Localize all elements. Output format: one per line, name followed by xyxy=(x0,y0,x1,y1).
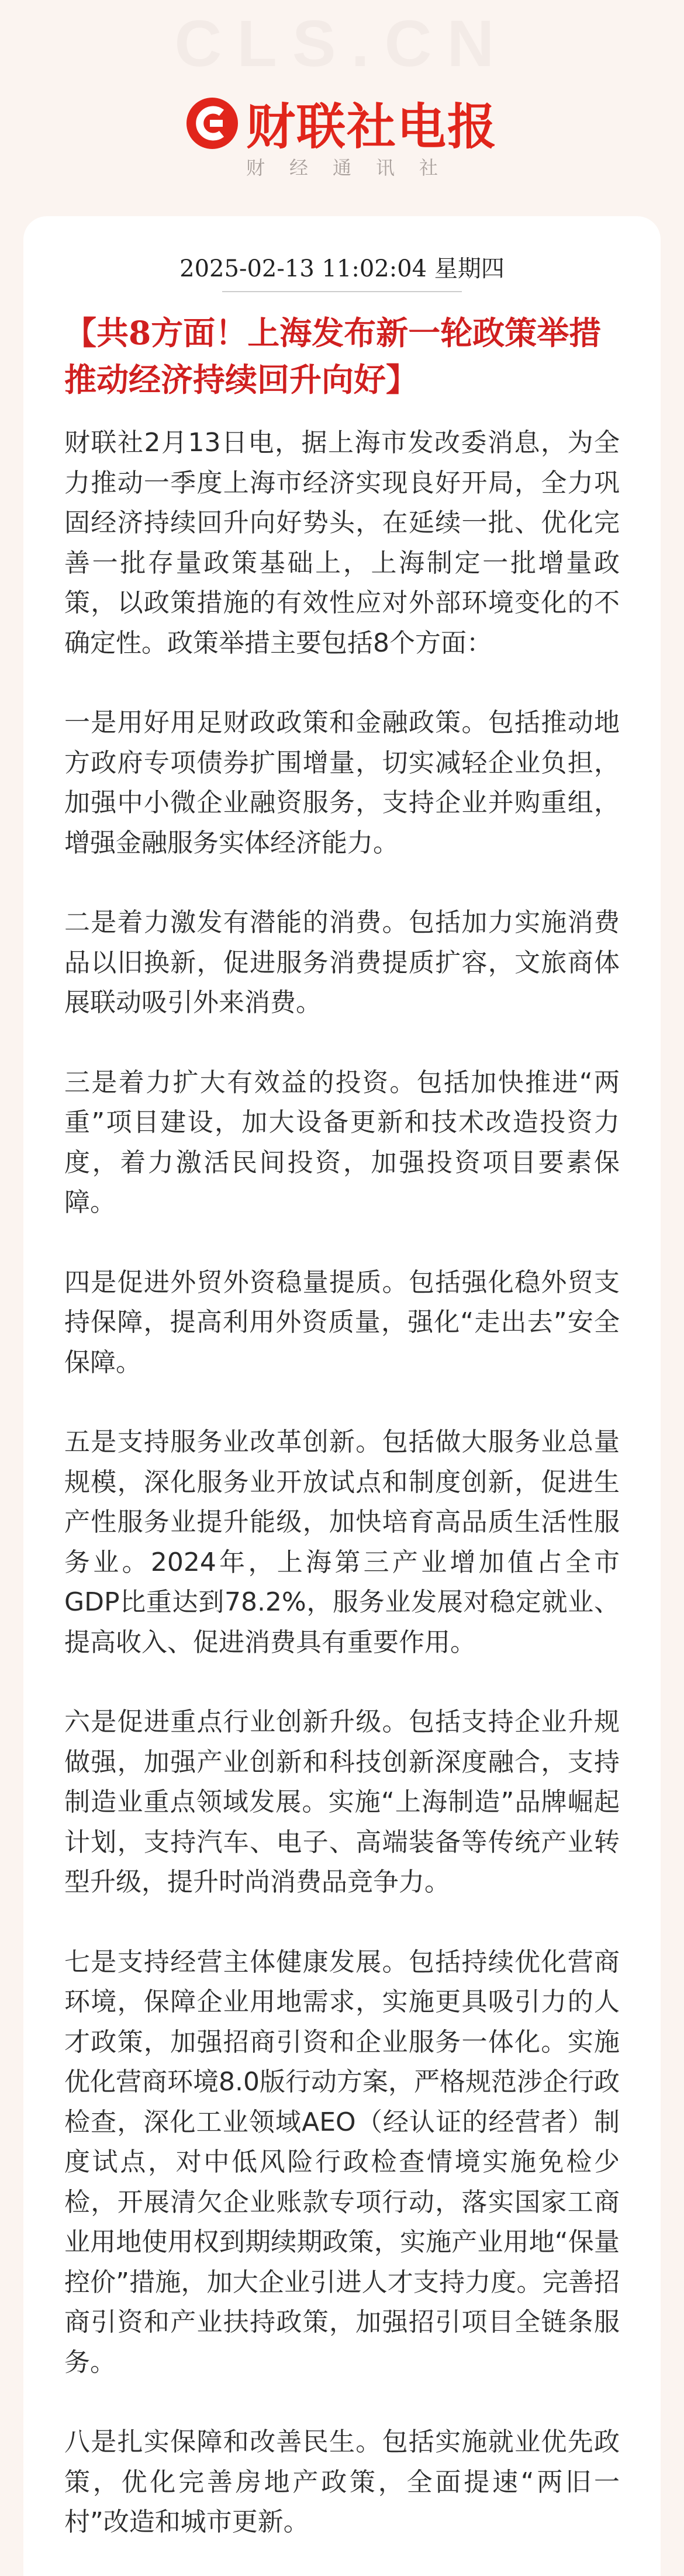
article-paragraph: 一是用好用足财政政策和金融政策。包括推动地方政府专项债券扩围增量，切实减轻企业负担，加强中小微企业融资服务，支持企业并购重组，增强金融服务实体经济能力。 xyxy=(64,708,620,858)
article-content xyxy=(64,310,620,2576)
publish-datetime: 2025-02-13 11:02:04 星期四 xyxy=(179,255,505,282)
cls-watermark: CLS.CN xyxy=(174,7,510,80)
article-paragraph: 八是扎实保障和改善民生。包括实施就业优先政策，优化完善房地产政策，全面提速“两旧一村”改造和城市更新。 xyxy=(64,2427,620,2537)
article-paragraph: 二是着力激发有潜能的消费。包括加力实施消费品以旧换新，促进服务消费提质扩容，文旅商体展联动吸引外来消费。 xyxy=(64,908,620,1017)
article-paragraph: 四是促进外贸外资稳量提质。包括强化稳外贸支持保障，提高利用外资质量，强化“走出去”安全保障。 xyxy=(64,1267,620,1377)
article-paragraph: 财联社2月13日电，据上海市发改委消息，为全力推动一季度上海市经济实现良好开局，全力巩固经济持续回升向好势头，在延续一批、优化完善一批存量政策基础上，上海制定一批增量政策，以政策措施的有效性应对外部环境变化的不确定性。政策举措主要包括8个方面： xyxy=(64,428,620,658)
brand-name: 财联社电报 xyxy=(246,98,498,155)
article-paragraph: 七是支持经营主体健康发展。包括持续优化营商环境，保障企业用地需求，实施更具吸引力的人才政策，加强招商引资和企业服务一体化。实施优化营商环境8.0版行动方案，严格规范涉企行政检查，深化工业领域AEO（经认证的经营者）制度试点，对中低风险行政检查情境实施免检少检，开展清欠企业账款专项行动，落实国家工商业用地使用权到期续期政策，实施产业用地“保量控价”措施，加大企业引进人才支持力度。完善招商引资和产业扶持政策，加强招引项目全链条服务。 xyxy=(64,1947,620,2377)
article-card xyxy=(23,216,661,2576)
cls-logo-icon xyxy=(186,98,238,149)
article-title: 【共8方面！上海发布新一轮政策举措 推动经济持续回升向好】 xyxy=(64,314,602,399)
brand-header xyxy=(0,88,684,158)
article-paragraph: 六是促进重点行业创新升级。包括支持企业升规做强，加强产业创新和科技创新深度融合，支持制造业重点领域发展。实施“上海制造”品牌崛起计划，支持汽车、电子、高端装备等传统产业转型升级，提升时尚消费品竞争力。 xyxy=(64,1707,620,1897)
article-paragraph: 三是着力扩大有效益的投资。包括加快推进“两重”项目建设，加大设备更新和技术改造投资力度，着力激活民间投资，加强投资项目要素保障。 xyxy=(64,1067,620,1217)
datetime-underline xyxy=(222,291,462,292)
article-paragraph: 五是支持服务业改革创新。包括做大服务业总量规模，深化服务业开放试点和制度创新，促进生产性服务业提升能级，加快培育高品质生活性服务业。2024年，上海第三产业增加值占全市GDP比重达到78.2%，服务业发展对稳定就业、提高收入、促进消费具有重要作用。 xyxy=(64,1427,620,1657)
brand-tagline: 财经通讯社 xyxy=(246,157,462,179)
